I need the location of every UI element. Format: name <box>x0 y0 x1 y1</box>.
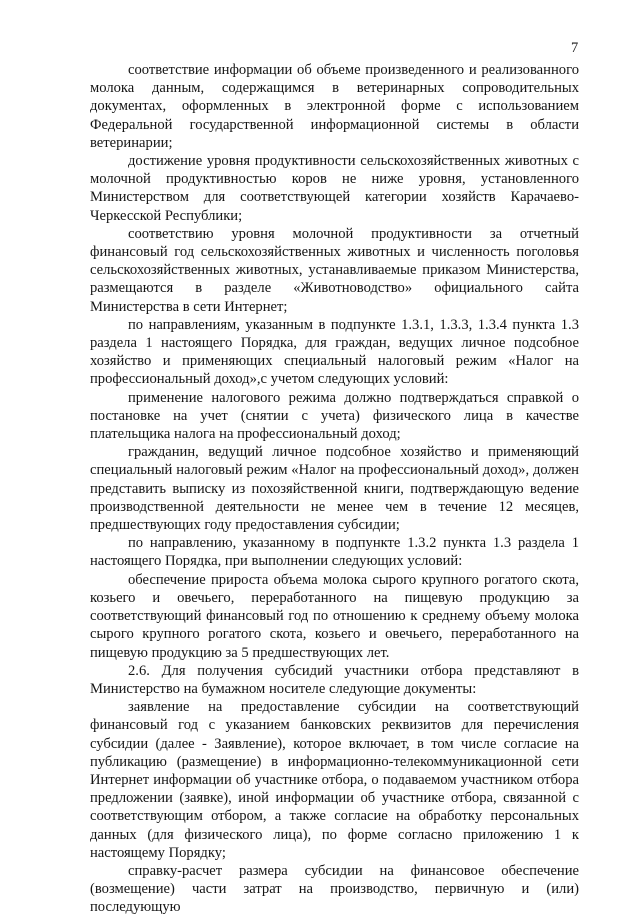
paragraph-productivity-compliance: соответствию уровня молочной продуктивности за отчетный финансовый год сельскохозяйственных животных и численность поголовья сельскохозяйственных животных, устанавливаемые приказом Министерства, размещаются в разделе «Животноводство» официального сайта Министерства в сети Интернет; <box>90 225 579 315</box>
paragraph-application: заявление на предоставление субсидии на соответствующий финансовый год с указанием банковских реквизитов для перечисления субсидии (далее - Заявление), которое включает, в том числе согласие на публикацию (размещение) в информационно-телекоммуникационной сети Интернет информации об участнике отбора, о подаваемом участником отбора предложении (заявке), иной информации об участнике отбора, связанной с соответствующим отбором, а также согласие на обработку персональных данных (для физического лица), по форме согласно приложению 1 к настоящему Порядку; <box>90 699 579 861</box>
page-number: 7 <box>571 40 579 56</box>
paragraph-productivity-level: достижение уровня продуктивности сельскохозяйственных животных с молочной продуктивностью коров не ниже уровня, установленного Министерством для соответствующей категории хозяйств Карачаево-Черкесской Республики; <box>90 153 579 224</box>
paragraph-milk-volume-compliance: соответствие информации об объеме произведенного и реализованного молока данным, содержащимся в ветеринарных сопроводительных документах, оформленных в электронной форме с использованием Федеральной государственной информационной системы в области ветеринарии; <box>90 62 579 151</box>
paragraph-section-2-6: 2.6. Для получения субсидий участники отбора представляют в Министерство на бумажном носителе следующие документы: <box>90 662 579 697</box>
paragraph-household-book-extract: гражданин, ведущий личное подсобное хозяйство и применяющий специальный налоговый режим «Налог на профессиональный доход», должен представить выписку из похозяйственной книги, подтверждающую ведение производственной деятельности не менее чем в течение 12 месяцев, предшествующих году предоставления субсидии; <box>90 444 579 534</box>
paragraph-milk-growth: обеспечение прироста объема молока сырого крупного рогатого скота, козьего и овечьего, переработанного на пищевую продукцию за соответствующий финансовый год по отношению к среднему объему молока сырого крупного рогатого скота, козьего и овечьего, переработанного на пищевую продукцию за 5 предшествующих лет. <box>90 571 579 661</box>
paragraph-direction-1-3-2: по направлению, указанному в подпункте 1.3.2 пункта 1.3 раздела 1 настоящего Порядка, при выполнении следующих условий: <box>90 535 579 570</box>
paragraph-calculation-certificate: справку-расчет размера субсидии на финансовое обеспечение (возмещение) части затрат на производство, первичную и (или) последующую <box>90 862 579 916</box>
paragraph-directions-1-3-1: по направлениям, указанным в подпункте 1.3.1, 1.3.3, 1.3.4 пункта 1.3 раздела 1 настоящего Порядка, для граждан, ведущих личное подсобное хозяйство и применяющих специальный налоговый режим «Налог на профессиональный доход»,с учетом следующих условий: <box>90 316 579 388</box>
paragraph-tax-regime-certificate: применение налогового режима должно подтверждаться справкой о постановке на учет (снятии с учета) физического лица в качестве плательщика налога на профессиональный доход; <box>90 389 579 443</box>
document-body <box>90 61 579 917</box>
